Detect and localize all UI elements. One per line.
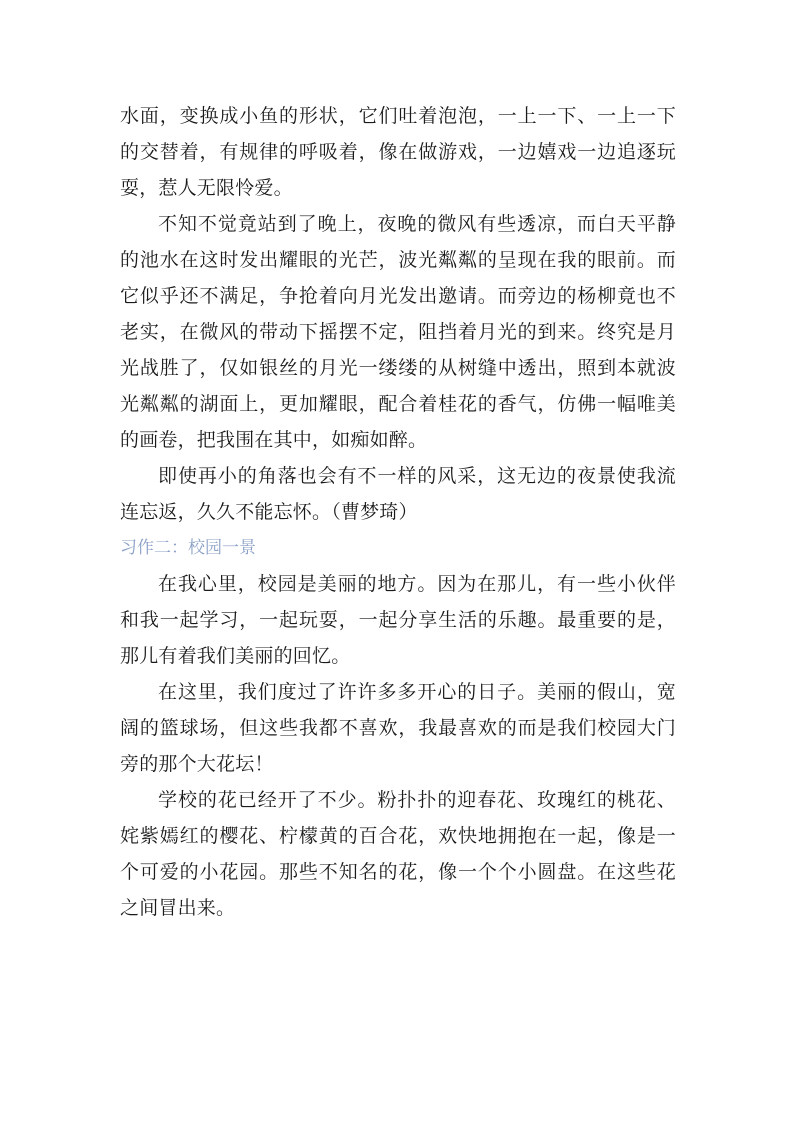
paragraph-campus-days: 在这里，我们度过了许许多多开心的日子。美丽的假山，宽阔的篮球场，但这些我都不喜欢，我最喜欢的而是我们校园大门旁的那个大花坛！ [120,681,676,775]
paragraph-conclusion: 即使再小的角落也会有不一样的风采，这无边的夜景使我流连忘返，久久不能忘怀。（曹梦琦） [120,465,676,523]
document-page [120,98,676,926]
paragraph-campus-flowers: 学校的花已经开了不少。粉扑扑的迎春花、玫瑰红的桃花、姹紫嫣红的樱花、柠檬黄的百合花，欢快地拥抱在一起，像是一个可爱的小花园。那些不知名的花，像一个个小圆盘。在这些花之间冒出来。 [120,789,676,919]
paragraph-campus-intro: 在我心里，校园是美丽的地方。因为在那儿，有一些小伙伴和我一起学习，一起玩耍，一起分享生活的乐趣。最重要的是，那儿有着我们美丽的回忆。 [120,573,676,667]
paragraph-night-moonlight: 不知不觉竟站到了晚上，夜晚的微风有些透凉，而白天平静的池水在这时发出耀眼的光芒，波光粼粼的呈现在我的眼前。而它似乎还不满足，争抢着向月光发出邀请。而旁边的杨柳竟也不老实，在微风的带动下摇摆不定，阻挡着月光的到来。终究是月光战胜了，仅如银丝的月光一缕缕的从树缝中透出，照到本就波光粼粼的湖面上，更加耀眼，配合着桂花的香气，仿佛一幅唯美的画卷，把我围在其中，如痴如醉。 [120,213,676,451]
paragraph-pond-fish: 水面，变换成小鱼的形状，它们吐着泡泡，一上一下、一上一下的交替着，有规律的呼吸着，像在做游戏，一边嬉戏一边追逐玩耍，惹人无限怜爱。 [120,105,676,199]
essay-heading: 习作二：校园一景 [120,538,256,558]
